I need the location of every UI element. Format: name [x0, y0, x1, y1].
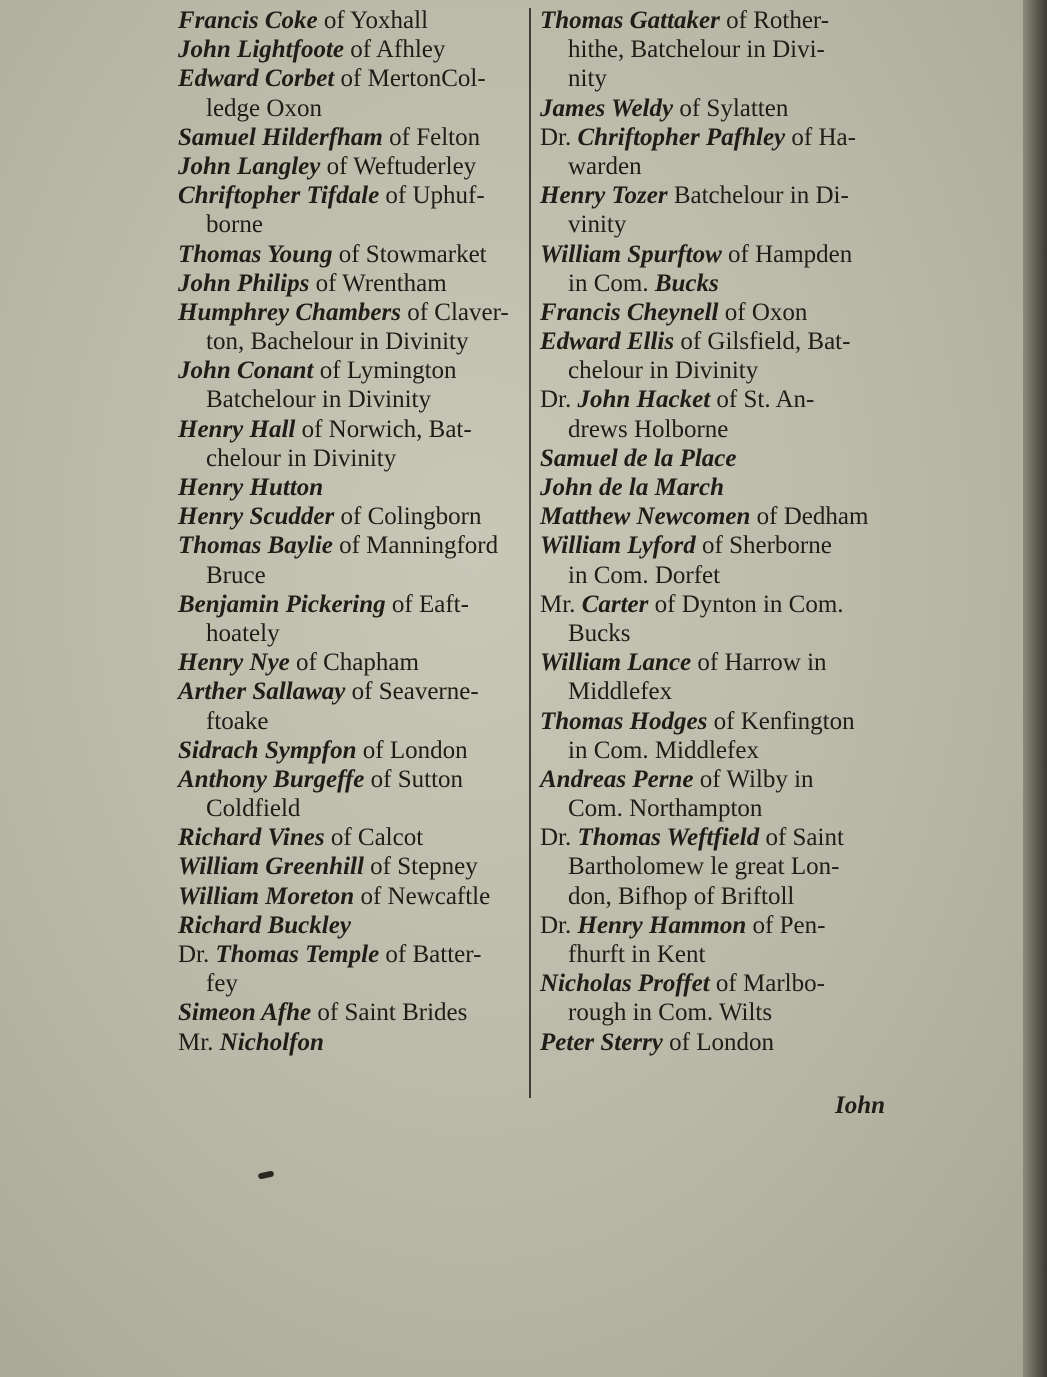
place-text: of Pen-	[746, 911, 826, 939]
place-text: of Eaft-	[385, 590, 469, 618]
name-text: Francis Coke	[178, 7, 318, 34]
catchword: Iohn	[835, 1092, 886, 1119]
place-text: of Rother-	[719, 7, 830, 34]
entry-line	[178, 269, 526, 298]
place-text: don, Bifhop of Briftoll	[568, 882, 795, 910]
place-text: fey	[206, 970, 238, 998]
place-text: of St. An-	[710, 386, 815, 414]
place-text: Coldfield	[206, 795, 301, 823]
entry-line	[178, 356, 526, 385]
name-text: Edward Corbet	[178, 65, 335, 93]
place-text: of Saint Brides	[311, 999, 468, 1027]
entry-line	[178, 590, 526, 619]
entry-line	[178, 240, 526, 269]
name-text: Henry Nye	[178, 649, 290, 677]
entry-line	[178, 969, 526, 998]
place-text: of Uphuf-	[379, 182, 485, 210]
name-text: Andreas Perne	[540, 765, 694, 793]
entry-line	[540, 648, 900, 677]
name-text: Thomas Temple	[215, 941, 380, 968]
ink-mark	[258, 1170, 275, 1179]
place-text: hithe, Batchelour in Divi-	[568, 36, 825, 64]
place-text: of MertonCol-	[334, 65, 486, 93]
place-text: rough in Com. Wilts	[568, 999, 773, 1027]
place-text: hoately	[206, 619, 280, 647]
entry-line	[540, 35, 900, 64]
place-text: of Felton	[382, 123, 481, 151]
place-text: of Gilsfield, Bat-	[674, 328, 851, 356]
place-text: Dr.	[178, 941, 216, 968]
place-text: in Com. Middlefex	[568, 736, 759, 764]
name-text: Edward Ellis	[540, 328, 675, 356]
place-text: of Seaverne-	[345, 678, 479, 706]
name-text: Henry Hall	[178, 415, 296, 443]
name-text: Carter	[581, 590, 649, 618]
entry-line	[178, 794, 526, 823]
entry-line	[178, 1028, 526, 1057]
entry-line	[540, 590, 900, 619]
entry-line	[540, 794, 900, 823]
entry-line	[540, 6, 900, 35]
entry-line	[178, 123, 526, 152]
entry-line	[540, 152, 900, 181]
place-text: of Stepney	[363, 853, 478, 881]
entry-line	[178, 298, 526, 327]
entry-line	[178, 648, 526, 677]
entry-line	[178, 473, 526, 502]
entry-line	[540, 561, 900, 590]
entry-line	[178, 619, 526, 648]
place-text: Batchelour in Divinity	[206, 386, 431, 414]
left-column	[178, 6, 526, 1057]
place-text: Dr.	[540, 824, 578, 852]
name-text: Richard Vines	[178, 824, 325, 852]
entry-line	[540, 736, 900, 765]
place-text: of Claver-	[400, 298, 509, 326]
entry-line	[540, 823, 900, 852]
place-text: of Oxon	[718, 298, 808, 326]
entry-line	[540, 240, 900, 269]
page-edge	[1023, 0, 1047, 1377]
entry-line	[540, 210, 900, 239]
place-text: Bucks	[568, 619, 631, 647]
entry-line	[540, 327, 900, 356]
place-text: Batchelour in Di-	[667, 182, 849, 210]
place-text: of Marlbo-	[709, 970, 825, 998]
entry-line	[178, 415, 526, 444]
name-text: Anthony Burgeffe	[178, 765, 365, 793]
right-column	[540, 6, 900, 1057]
entry-line	[178, 677, 526, 706]
place-text: of Kenfington	[707, 707, 855, 735]
place-text: ledge Oxon	[206, 94, 322, 122]
name-text: Samuel de la Place	[540, 444, 737, 472]
entry-line	[178, 327, 526, 356]
name-text: John de la March	[540, 474, 725, 501]
place-text: chelour in Divinity	[206, 444, 397, 472]
entry-line	[540, 677, 900, 706]
entry-line	[540, 882, 900, 911]
name-text: Chriftopher Pafhley	[577, 123, 786, 151]
place-text: of Calcot	[324, 824, 424, 852]
name-text: William Greenhill	[178, 853, 364, 881]
place-text: drews Holborne	[568, 415, 729, 443]
name-text: John Lightfoote	[178, 36, 344, 64]
entry-line	[178, 998, 526, 1027]
entry-line	[178, 852, 526, 881]
entry-line	[178, 531, 526, 560]
entry-line	[540, 502, 900, 531]
name-text: Nicholas Proffet	[540, 970, 710, 998]
entry-line	[540, 298, 900, 327]
entry-line	[540, 765, 900, 794]
name-text: Thomas Hodges	[540, 707, 708, 735]
place-text: Dr.	[540, 911, 578, 939]
name-text: Henry Tozer	[540, 182, 668, 210]
entry-line	[540, 269, 900, 298]
entry-line	[178, 765, 526, 794]
name-text: Henry Scudder	[178, 503, 335, 531]
place-text: of Manningford	[332, 532, 499, 560]
entry-line	[540, 998, 900, 1027]
place-text: Mr.	[540, 590, 582, 618]
entry-line	[540, 473, 900, 502]
entry-line	[178, 181, 526, 210]
place-text: vinity	[568, 211, 627, 239]
place-text: of Stowmarket	[332, 240, 487, 268]
entry-line	[178, 6, 526, 35]
entry-line	[178, 444, 526, 473]
place-text: of Ha-	[785, 123, 856, 151]
place-text: of Newcaftle	[354, 882, 491, 910]
place-text: of Sherborne	[695, 532, 832, 560]
entry-line	[540, 415, 900, 444]
place-text: ftoake	[206, 707, 269, 735]
entry-line	[540, 385, 900, 414]
entry-line	[540, 94, 900, 123]
place-text: borne	[206, 211, 263, 239]
place-text: of London	[356, 736, 468, 764]
name-text: Thomas Weftfield	[577, 824, 760, 852]
name-text: Arther Sallaway	[178, 678, 346, 706]
place-text: Bartholomew le great Lon-	[568, 853, 840, 881]
place-text: warden	[568, 152, 642, 180]
name-text: James Weldy	[540, 94, 674, 122]
place-text: ton, Bachelour in Divinity	[206, 328, 469, 356]
name-text: William Spurftow	[540, 240, 722, 268]
name-text: William Moreton	[178, 882, 355, 910]
name-text: John Philips	[178, 269, 310, 297]
entry-line	[178, 502, 526, 531]
name-text: Humphrey Chambers	[178, 298, 401, 326]
name-text: Chriftopher Tifdale	[178, 182, 380, 210]
entry-line	[178, 561, 526, 590]
place-text: of Sylatten	[673, 94, 789, 122]
name-text: Sidrach Sympfon	[178, 736, 357, 764]
name-text: Henry Hutton	[178, 474, 324, 501]
place-text: Bruce	[206, 561, 266, 589]
entry-line	[540, 123, 900, 152]
place-text: Dr.	[540, 123, 578, 151]
name-text: William Lance	[540, 649, 692, 677]
place-text: of Batter-	[379, 941, 482, 968]
place-text: of Hampden	[721, 240, 853, 268]
column-rule	[529, 8, 531, 1098]
place-text: nity	[568, 65, 607, 93]
place-text: in Com.	[568, 269, 655, 297]
entry-line	[178, 94, 526, 123]
entry-line	[540, 444, 900, 473]
place-text: Com. Northampton	[568, 795, 763, 823]
place-text: of Yoxhall	[317, 7, 429, 34]
place-text: of Harrow in	[691, 649, 827, 677]
name-text: Richard Buckley	[178, 911, 351, 939]
place-text: of Norwich, Bat-	[295, 415, 472, 443]
place-text: fhurft in Kent	[568, 941, 706, 968]
name-text: John Hacket	[577, 386, 711, 414]
name-text: Bucks	[654, 269, 719, 297]
entry-line	[540, 64, 900, 93]
entry-line	[540, 707, 900, 736]
name-text: Francis Cheynell	[540, 298, 719, 326]
name-text: Nicholfon	[219, 1028, 324, 1056]
entry-line	[178, 35, 526, 64]
place-text: of London	[662, 1028, 774, 1056]
entry-line	[540, 619, 900, 648]
name-text: Henry Hammon	[577, 911, 747, 939]
name-text: Simeon Afhe	[178, 999, 312, 1027]
name-text: John Langley	[178, 152, 321, 180]
entry-line	[540, 852, 900, 881]
entry-line	[178, 385, 526, 414]
place-text: of Saint	[759, 824, 844, 852]
place-text: of Wrentham	[309, 269, 447, 297]
entry-line	[540, 969, 900, 998]
place-text: chelour in Divinity	[568, 357, 759, 385]
entry-line	[540, 181, 900, 210]
name-text: John Conant	[178, 357, 314, 385]
name-text: Samuel Hilderfham	[178, 123, 383, 151]
place-text: of Afhley	[344, 36, 446, 64]
entry-line	[178, 152, 526, 181]
place-text: Mr.	[178, 1028, 220, 1056]
place-text: of Lymington	[313, 357, 457, 385]
entry-line	[178, 736, 526, 765]
entry-line	[540, 1028, 900, 1057]
place-text: of Weftuderley	[320, 152, 477, 180]
place-text: of Chapham	[289, 649, 419, 677]
place-text: Dr.	[540, 386, 578, 414]
entry-line	[178, 64, 526, 93]
name-text: Benjamin Pickering	[178, 590, 386, 618]
place-text: Middlefex	[568, 678, 673, 706]
place-text: of Wilby in	[693, 765, 814, 793]
entry-line	[540, 356, 900, 385]
place-text: of Sutton	[364, 765, 464, 793]
name-text: Matthew Newcomen	[540, 503, 751, 531]
name-text: William Lyford	[540, 532, 696, 560]
place-text: in Com. Dorfet	[568, 561, 721, 589]
entry-line	[540, 911, 900, 940]
place-text: of Dedham	[750, 503, 869, 531]
entry-line	[178, 210, 526, 239]
place-text: of Dynton in Com.	[648, 590, 844, 618]
entry-line	[178, 882, 526, 911]
entry-line	[540, 531, 900, 560]
name-text: Thomas Young	[178, 240, 333, 268]
name-text: Thomas Gattaker	[540, 7, 720, 34]
entry-line	[178, 911, 526, 940]
entry-line	[178, 823, 526, 852]
entry-line	[178, 707, 526, 736]
entry-line	[540, 940, 900, 969]
name-text: Thomas Baylie	[178, 532, 333, 560]
entry-line	[178, 940, 526, 969]
name-text: Peter Sterry	[540, 1028, 663, 1056]
place-text: of Colingborn	[334, 503, 482, 531]
